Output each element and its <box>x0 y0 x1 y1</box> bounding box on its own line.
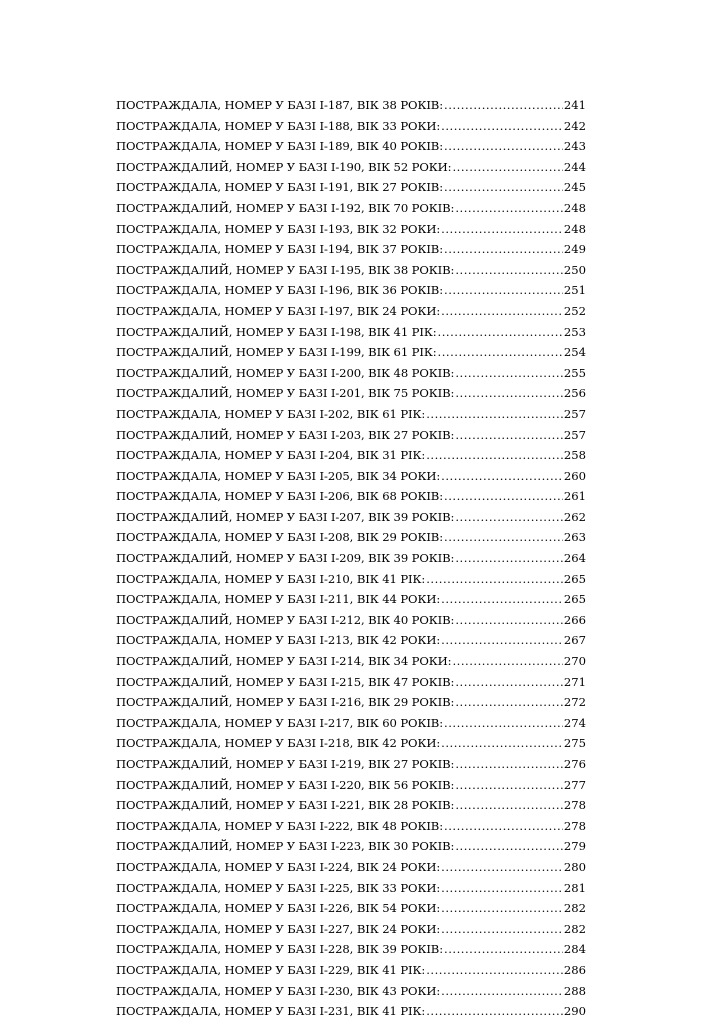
toc-entry-title: ПОСТРАЖДАЛА, НОМЕР У БАЗІ I-191, ВІК 27 РОКІВ: <box>116 180 444 195</box>
toc-dot-leader <box>455 795 562 816</box>
toc-entry-title: ПОСТРАЖДАЛА, НОМЕР У БАЗІ I-204, ВІК 31 РІК: <box>116 448 426 463</box>
toc-entry[interactable] <box>116 136 586 157</box>
toc-entry-title: ПОСТРАЖДАЛА, НОМЕР У БАЗІ I-218, ВІК 42 РОКИ: <box>116 736 441 751</box>
toc-dot-leader <box>444 939 563 960</box>
toc-entry-page-number: 242 <box>563 118 586 133</box>
toc-dot-leader <box>444 486 563 507</box>
toc-entry-page-number: 278 <box>563 798 586 813</box>
toc-entry-title: ПОСТРАЖДАЛИЙ, НОМЕР У БАЗІ I-207, ВІК 39 РОКІВ: <box>116 509 455 524</box>
toc-entry[interactable] <box>116 733 586 754</box>
toc-dot-leader <box>441 981 563 1002</box>
toc-dot-leader <box>444 527 563 548</box>
toc-entry-title: ПОСТРАЖДАЛИЙ, НОМЕР У БАЗІ I-219, ВІК 27 РОКІВ: <box>116 757 455 771</box>
toc-entry-page-number: 270 <box>563 654 586 669</box>
toc-dot-leader <box>452 651 562 672</box>
toc-entry-page-number: 278 <box>563 818 586 833</box>
table-of-contents <box>116 95 586 1022</box>
toc-entry-page-number: 267 <box>563 633 586 648</box>
toc-entry[interactable] <box>116 795 586 816</box>
toc-dot-leader <box>444 280 563 301</box>
toc-entry-page-number: 260 <box>563 468 586 483</box>
toc-dot-leader <box>426 569 563 590</box>
toc-entry-title: ПОСТРАЖДАЛА, НОМЕР У БАЗІ I-208, ВІК 29 РОКІВ: <box>116 530 444 545</box>
toc-entry-page-number: 248 <box>563 221 586 236</box>
toc-entry-title: ПОСТРАЖДАЛА, НОМЕР У БАЗІ I-224, ВІК 24 РОКИ: <box>116 859 441 874</box>
toc-dot-leader <box>441 301 563 322</box>
toc-entry-title: ПОСТРАЖДАЛИЙ, НОМЕР У БАЗІ I-203, ВІК 27 РОКІВ: <box>116 427 455 442</box>
toc-entry[interactable] <box>116 816 586 837</box>
toc-entry[interactable] <box>116 630 586 651</box>
toc-entry-page-number: 255 <box>563 365 586 380</box>
toc-entry-page-number: 253 <box>563 324 586 339</box>
toc-dot-leader <box>455 672 562 693</box>
toc-entry-title: ПОСТРАЖДАЛА, НОМЕР У БАЗІ I-187, ВІК 38 РОКІВ: <box>116 98 444 112</box>
toc-entry-title: ПОСТРАЖДАЛИЙ, НОМЕР У БАЗІ I-209, ВІК 39 РОКІВ: <box>116 551 455 566</box>
toc-entry-title: ПОСТРАЖДАЛА, НОМЕР У БАЗІ I-206, ВІК 68 РОКІВ: <box>116 489 444 504</box>
toc-entry-page-number: 272 <box>563 695 586 710</box>
toc-dot-leader <box>441 878 563 899</box>
toc-entry-page-number: 279 <box>563 839 586 854</box>
toc-entry-page-number: 256 <box>563 386 586 401</box>
toc-entry[interactable] <box>116 754 586 775</box>
toc-entry[interactable] <box>116 775 586 796</box>
toc-dot-leader <box>438 342 563 363</box>
toc-entry-title: ПОСТРАЖДАЛА, НОМЕР У БАЗІ I-197, ВІК 24 РОКИ: <box>116 303 441 318</box>
toc-entry-title: ПОСТРАЖДАЛА, НОМЕР У БАЗІ I-230, ВІК 43 РОКИ: <box>116 983 441 998</box>
toc-entry-page-number: 265 <box>563 592 586 607</box>
toc-entry[interactable] <box>116 239 586 260</box>
toc-dot-leader <box>444 713 563 734</box>
toc-entry[interactable] <box>116 692 586 713</box>
toc-dot-leader <box>426 404 563 425</box>
toc-entry[interactable] <box>116 981 586 1002</box>
toc-entry-page-number: 264 <box>563 551 586 566</box>
toc-entry-page-number: 271 <box>563 674 586 689</box>
toc-dot-leader <box>438 322 563 343</box>
toc-entry[interactable] <box>116 713 586 734</box>
toc-entry-page-number: 257 <box>563 427 586 442</box>
toc-entry-title: ПОСТРАЖДАЛА, НОМЕР У БАЗІ I-217, ВІК 60 РОКІВ: <box>116 715 444 730</box>
toc-dot-leader <box>444 239 563 260</box>
toc-entry[interactable] <box>116 960 586 981</box>
toc-dot-leader <box>444 177 563 198</box>
toc-entry-title: ПОСТРАЖДАЛИЙ, НОМЕР У БАЗІ I-195, ВІК 38 РОКІВ: <box>116 262 455 277</box>
toc-entry[interactable] <box>116 919 586 940</box>
toc-entry-title: ПОСТРАЖДАЛИЙ, НОМЕР У БАЗІ I-198, ВІК 41 РІК: <box>116 324 437 339</box>
toc-entry-page-number: 281 <box>563 880 586 895</box>
toc-entry-page-number: 284 <box>563 942 586 957</box>
toc-dot-leader <box>455 425 562 446</box>
toc-entry-title: ПОСТРАЖДАЛИЙ, НОМЕР У БАЗІ I-221, ВІК 28 РОКІВ: <box>116 798 455 813</box>
toc-dot-leader <box>444 816 563 837</box>
toc-entry-title: ПОСТРАЖДАЛА, НОМЕР У БАЗІ I-225, ВІК 33 РОКИ: <box>116 880 441 895</box>
toc-entry[interactable] <box>116 548 586 569</box>
toc-entry-title: ПОСТРАЖДАЛИЙ, НОМЕР У БАЗІ I-214, ВІК 34 РОКИ: <box>116 654 452 669</box>
toc-entry-page-number: 243 <box>563 139 586 154</box>
toc-dot-leader <box>455 610 562 631</box>
toc-entry-page-number: 282 <box>563 901 586 916</box>
toc-dot-leader <box>444 95 563 116</box>
toc-entry-title: ПОСТРАЖДАЛИЙ, НОМЕР У БАЗІ I-220, ВІК 56 РОКІВ: <box>116 777 455 792</box>
toc-dot-leader <box>455 383 562 404</box>
toc-dot-leader <box>455 775 562 796</box>
toc-entry-title: ПОСТРАЖДАЛА, НОМЕР У БАЗІ I-210, ВІК 41 РІК: <box>116 571 426 586</box>
toc-entry-title: ПОСТРАЖДАЛА, НОМЕР У БАЗІ I-211, ВІК 44 РОКИ: <box>116 592 441 607</box>
toc-entry[interactable] <box>116 898 586 919</box>
toc-dot-leader <box>441 589 563 610</box>
toc-entry[interactable] <box>116 157 586 178</box>
toc-entry-page-number: 266 <box>563 612 586 627</box>
toc-entry-page-number: 288 <box>563 983 586 998</box>
toc-entry-title: ПОСТРАЖДАЛИЙ, НОМЕР У БАЗІ I-212, ВІК 40 РОКІВ: <box>116 612 455 627</box>
toc-entry[interactable] <box>116 569 586 590</box>
toc-dot-leader <box>441 116 563 137</box>
toc-entry[interactable] <box>116 219 586 240</box>
toc-entry-page-number: 257 <box>563 406 586 421</box>
toc-entry-title: ПОСТРАЖДАЛА, НОМЕР У БАЗІ I-227, ВІК 24 РОКИ: <box>116 921 441 936</box>
toc-entry-title: ПОСТРАЖДАЛА, НОМЕР У БАЗІ I-196, ВІК 36 РОКІВ: <box>116 283 444 298</box>
toc-entry-page-number: 241 <box>563 98 586 112</box>
toc-entry-page-number: 249 <box>563 242 586 257</box>
toc-entry[interactable] <box>116 466 586 487</box>
toc-entry-page-number: 261 <box>563 489 586 504</box>
toc-entry[interactable] <box>116 589 586 610</box>
toc-dot-leader <box>426 1001 563 1022</box>
toc-entry[interactable] <box>116 363 586 384</box>
toc-entry-page-number: 250 <box>563 262 586 277</box>
toc-dot-leader <box>426 445 563 466</box>
toc-dot-leader <box>426 960 563 981</box>
toc-dot-leader <box>452 157 562 178</box>
toc-dot-leader <box>444 136 563 157</box>
toc-dot-leader <box>441 630 563 651</box>
toc-entry-page-number: 251 <box>563 283 586 298</box>
toc-dot-leader <box>441 898 563 919</box>
toc-dot-leader <box>441 857 563 878</box>
toc-entry[interactable] <box>116 425 586 446</box>
toc-entry-title: ПОСТРАЖДАЛИЙ, НОМЕР У БАЗІ I-200, ВІК 48 РОКІВ: <box>116 365 455 380</box>
toc-entry-title: ПОСТРАЖДАЛА, НОМЕР У БАЗІ I-231, ВІК 41 РІК: <box>116 1004 426 1019</box>
toc-entry-page-number: 254 <box>563 345 586 360</box>
toc-entry-title: ПОСТРАЖДАЛИЙ, НОМЕР У БАЗІ I-192, ВІК 70 РОКІВ: <box>116 200 455 215</box>
toc-entry-page-number: 244 <box>563 159 586 174</box>
toc-dot-leader <box>455 836 562 857</box>
toc-entry-page-number: 282 <box>563 921 586 936</box>
toc-entry[interactable] <box>116 301 586 322</box>
toc-entry-title: ПОСТРАЖДАЛА, НОМЕР У БАЗІ I-213, ВІК 42 РОКИ: <box>116 633 441 648</box>
toc-entry-page-number: 245 <box>563 180 586 195</box>
toc-entry-page-number: 252 <box>563 303 586 318</box>
toc-entry[interactable] <box>116 322 586 343</box>
toc-entry[interactable] <box>116 342 586 363</box>
toc-entry[interactable] <box>116 486 586 507</box>
toc-dot-leader <box>455 198 562 219</box>
toc-entry[interactable] <box>116 116 586 137</box>
toc-entry-title: ПОСТРАЖДАЛА, НОМЕР У БАЗІ I-222, ВІК 48 РОКІВ: <box>116 818 444 833</box>
toc-entry-title: ПОСТРАЖДАЛА, НОМЕР У БАЗІ I-189, ВІК 40 РОКІВ: <box>116 139 444 154</box>
toc-entry[interactable] <box>116 383 586 404</box>
toc-entry-page-number: 248 <box>563 200 586 215</box>
toc-dot-leader <box>441 733 563 754</box>
toc-entry-title: ПОСТРАЖДАЛА, НОМЕР У БАЗІ I-193, ВІК 32 РОКИ: <box>116 221 441 236</box>
toc-entry[interactable] <box>116 878 586 899</box>
toc-entry[interactable] <box>116 836 586 857</box>
toc-entry-page-number: 290 <box>563 1004 586 1019</box>
toc-dot-leader <box>455 754 562 775</box>
toc-dot-leader <box>455 548 562 569</box>
toc-entry-page-number: 275 <box>563 736 586 751</box>
toc-dot-leader <box>455 260 562 281</box>
toc-entry-title: ПОСТРАЖДАЛА, НОМЕР У БАЗІ I-202, ВІК 61 РІК: <box>116 406 426 421</box>
toc-entry[interactable] <box>116 280 586 301</box>
toc-entry-page-number: 262 <box>563 509 586 524</box>
toc-entry[interactable] <box>116 198 586 219</box>
toc-entry[interactable] <box>116 1001 586 1022</box>
toc-entry-title: ПОСТРАЖДАЛИЙ, НОМЕР У БАЗІ I-190, ВІК 52 РОКИ: <box>116 159 452 174</box>
toc-entry-page-number: 276 <box>563 757 586 771</box>
toc-entry-title: ПОСТРАЖДАЛА, НОМЕР У БАЗІ I-205, ВІК 34 РОКИ: <box>116 468 441 483</box>
toc-dot-leader <box>455 507 562 528</box>
toc-entry-title: ПОСТРАЖДАЛИЙ, НОМЕР У БАЗІ I-215, ВІК 47 РОКІВ: <box>116 674 455 689</box>
toc-entry[interactable] <box>116 610 586 631</box>
toc-entry[interactable] <box>116 260 586 281</box>
toc-entry-page-number: 277 <box>563 777 586 792</box>
toc-entry[interactable] <box>116 857 586 878</box>
toc-entry[interactable] <box>116 527 586 548</box>
toc-entry-page-number: 274 <box>563 715 586 730</box>
toc-entry-title: ПОСТРАЖДАЛИЙ, НОМЕР У БАЗІ I-199, ВІК 61 РІК: <box>116 345 437 360</box>
toc-entry-title: ПОСТРАЖДАЛИЙ, НОМЕР У БАЗІ I-223, ВІК 30 РОКІВ: <box>116 839 455 854</box>
toc-entry-title: ПОСТРАЖДАЛИЙ, НОМЕР У БАЗІ I-216, ВІК 29 РОКІВ: <box>116 695 455 710</box>
toc-dot-leader <box>455 692 562 713</box>
toc-entry-page-number: 263 <box>563 530 586 545</box>
toc-entry[interactable] <box>116 404 586 425</box>
toc-entry-title: ПОСТРАЖДАЛА, НОМЕР У БАЗІ I-194, ВІК 37 РОКІВ: <box>116 242 444 257</box>
toc-entry-title: ПОСТРАЖДАЛИЙ, НОМЕР У БАЗІ I-201, ВІК 75 РОКІВ: <box>116 386 455 401</box>
toc-entry[interactable] <box>116 651 586 672</box>
toc-entry-title: ПОСТРАЖДАЛА, НОМЕР У БАЗІ I-229, ВІК 41 РІК: <box>116 962 426 977</box>
toc-dot-leader <box>441 919 563 940</box>
toc-entry[interactable] <box>116 177 586 198</box>
toc-entry[interactable] <box>116 95 586 116</box>
toc-dot-leader <box>441 466 563 487</box>
toc-dot-leader <box>441 219 563 240</box>
toc-entry-page-number: 258 <box>563 448 586 463</box>
toc-entry-title: ПОСТРАЖДАЛА, НОМЕР У БАЗІ I-188, ВІК 33 РОКИ: <box>116 118 441 133</box>
toc-entry-title: ПОСТРАЖДАЛА, НОМЕР У БАЗІ I-226, ВІК 54 РОКИ: <box>116 901 441 916</box>
toc-entry-title: ПОСТРАЖДАЛА, НОМЕР У БАЗІ I-228, ВІК 39 РОКІВ: <box>116 942 444 957</box>
toc-dot-leader <box>455 363 562 384</box>
toc-entry-page-number: 280 <box>563 859 586 874</box>
toc-entry[interactable] <box>116 445 586 466</box>
toc-entry[interactable] <box>116 672 586 693</box>
toc-entry-page-number: 286 <box>563 962 586 977</box>
toc-entry[interactable] <box>116 939 586 960</box>
toc-entry-page-number: 265 <box>563 571 586 586</box>
toc-entry[interactable] <box>116 507 586 528</box>
